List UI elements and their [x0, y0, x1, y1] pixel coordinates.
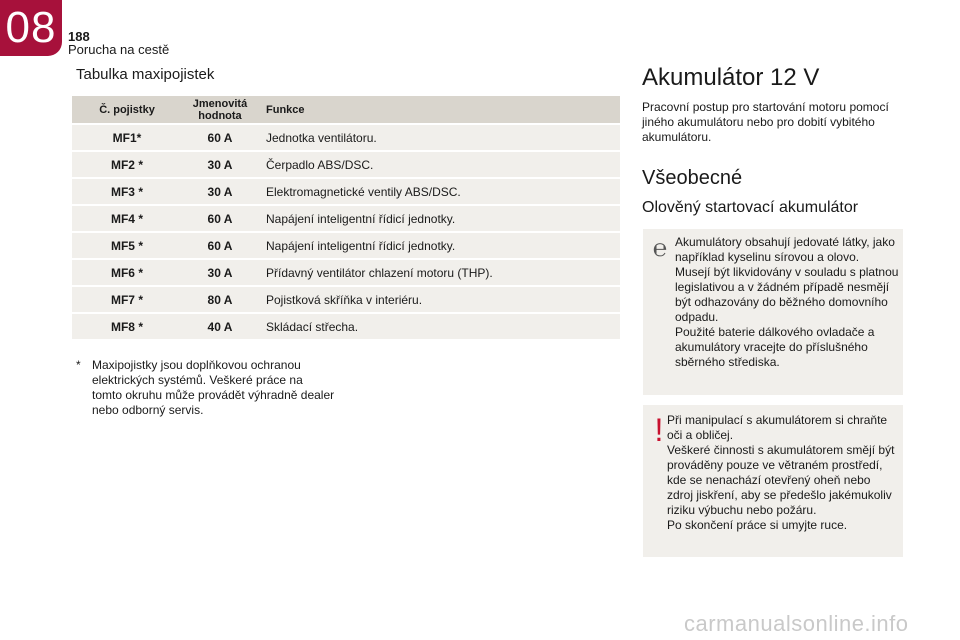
general-heading: Všeobecné — [642, 167, 743, 189]
battery-intro: Pracovní postup pro startování motoru pomocí jiného akumulátoru nebo pro dobití vybitého akumulátoru. — [642, 100, 889, 144]
fuse-function-cell: Napájení inteligentní řídicí jednotky. — [258, 232, 620, 259]
page-section-title: Porucha na cestě — [68, 42, 170, 57]
environment-info-text: Akumulátory obsahují jedovaté látky, jako například kyselinu sírovou a olovo. Musejí být likvidovány v souladu s platnou legislativou a v žádném případě nesmějí být odhazovány do běžného domovního odpadu. Použité baterie dálkového ovladače a akumulátory vracejte do příslušného sběrného střediska. — [675, 235, 899, 369]
fuse-function-cell: Přídavný ventilátor chlazení motoru (THP). — [258, 259, 620, 286]
fuse-no-cell: MF6 * — [72, 259, 182, 286]
table-header-row — [72, 96, 620, 124]
fuse-function-cell: Jednotka ventilátoru. — [258, 124, 620, 151]
safety-warning-box — [643, 405, 903, 557]
fuse-function-cell: Skládací střecha. — [258, 313, 620, 339]
battery-title: Akumulátor 12 V — [642, 64, 820, 91]
fuse-rating-cell: 30 A — [182, 178, 258, 205]
exclamation-icon: ! — [654, 412, 664, 448]
footnote-mark: * — [76, 358, 81, 372]
environment-info-box — [643, 229, 903, 395]
table-row — [72, 205, 620, 232]
fuse-table-title: Tabulka maxipojistek — [76, 66, 215, 83]
column-header-rating: Jmenovitá hodnota — [182, 96, 258, 124]
fuse-no-cell: MF3 * — [72, 178, 182, 205]
table-row — [72, 232, 620, 259]
fuse-function-cell: Napájení inteligentní řídicí jednotky. — [258, 205, 620, 232]
fuse-footnote — [76, 358, 336, 418]
table-row — [72, 124, 620, 151]
table-row — [72, 286, 620, 313]
table-row — [72, 178, 620, 205]
fuse-rating-cell: 60 A — [182, 124, 258, 151]
fuse-rating-cell: 40 A — [182, 313, 258, 339]
page-number: 188 — [68, 29, 90, 44]
fuse-function-cell: Čerpadlo ABS/DSC. — [258, 151, 620, 178]
lead-battery-heading: Olověný startovací akumulátor — [642, 199, 859, 216]
fuse-rating-cell: 60 A — [182, 232, 258, 259]
recycle-e-icon: ℮ — [652, 234, 668, 262]
watermark: carmanualsonline.info — [684, 611, 909, 636]
table-row — [72, 151, 620, 178]
column-header-fuse-no: Č. pojistky — [72, 96, 182, 124]
fuse-rating-cell: 30 A — [182, 151, 258, 178]
column-header-function: Funkce — [258, 96, 620, 124]
fuse-no-cell: MF2 * — [72, 151, 182, 178]
fuse-function-cell: Pojistková skříňka v interiéru. — [258, 286, 620, 313]
fuse-rating-cell: 80 A — [182, 286, 258, 313]
fuse-no-cell: MF5 * — [72, 232, 182, 259]
fuse-no-cell: MF4 * — [72, 205, 182, 232]
chapter-badge: 08 — [0, 0, 62, 56]
fuse-no-cell: MF1* — [72, 124, 182, 151]
table-row — [72, 259, 620, 286]
table-row — [72, 313, 620, 339]
fuse-table — [72, 96, 620, 339]
fuse-rating-cell: 60 A — [182, 205, 258, 232]
fuse-function-cell: Elektromagnetické ventily ABS/DSC. — [258, 178, 620, 205]
fuse-rating-cell: 30 A — [182, 259, 258, 286]
footnote-text: Maxipojistky jsou doplňkovou ochranou elektrických systémů. Veškeré práce na tomto okruhu může provádět výhradně dealer nebo odborný servis. — [92, 358, 335, 417]
fuse-no-cell: MF7 * — [72, 286, 182, 313]
safety-warning-text: Při manipulací s akumulátorem si chraňte oči a obličej. Veškeré činnosti s akumulátorem smějí být prováděny pouze ve větraném prostředí, kde se nenachází otevřený oheň nebo zdroj jiskření, aby se předešlo jakémukoliv riziku výbuchu nebo požáru. Po skončení práce si umyjte ruce. — [667, 413, 895, 532]
fuse-no-cell: MF8 * — [72, 313, 182, 339]
